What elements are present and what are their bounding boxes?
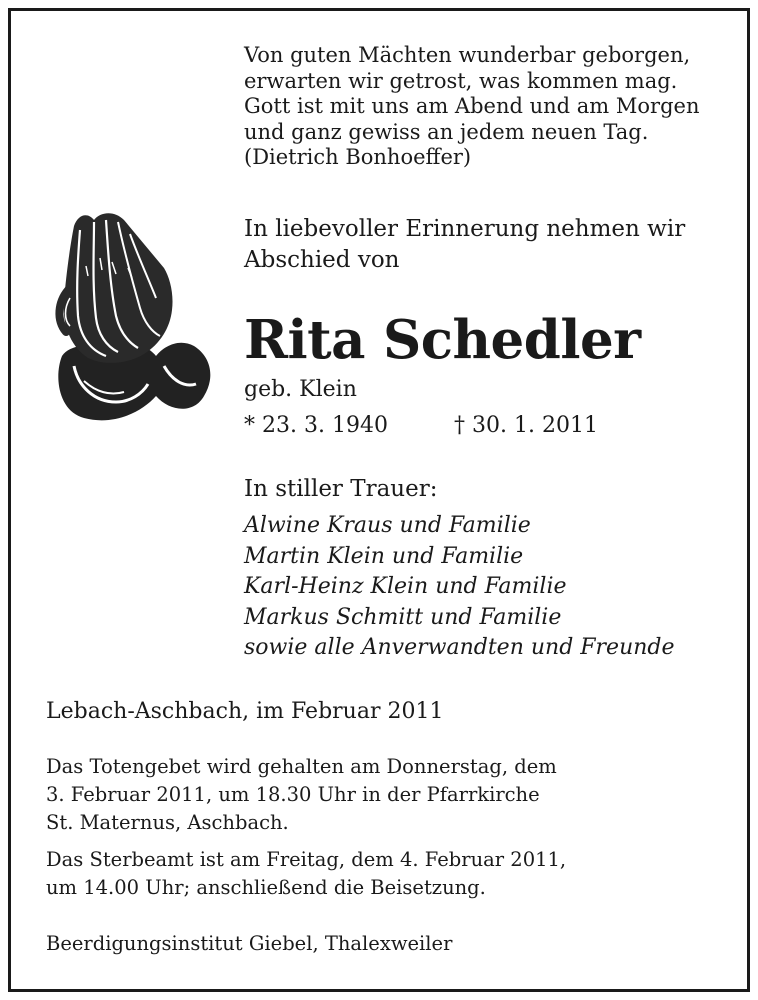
mourners-heading: In stiller Trauer: [244,476,438,502]
maiden-name: geb. Klein [244,377,357,402]
poem-line: und ganz gewiss an jedem neuen Tag. [244,119,649,144]
mourner-entry: Alwine Kraus und Familie [244,513,531,538]
service-line: Das Sterbeamt ist am Freitag, dem 4. Februar 2011, [46,848,567,871]
intro-line: In liebevoller Erinnerung nehmen wir [244,216,686,242]
prayer-service-info [46,753,557,837]
undertaker: Beerdigungsinstitut Giebel, Thalexweiler [46,932,453,955]
service-line: um 14.00 Uhr; anschließend die Beisetzung. [46,876,486,899]
mourner-entry: Martin Klein und Familie [244,543,524,569]
obituary-notice [8,8,750,992]
intro-line: Abschied von [244,247,400,273]
poem-line: Gott ist mit uns am Abend und am Morgen [244,94,700,119]
poem-line: Von guten Mächten wunderbar geborgen, [244,43,691,67]
mourner-entry: sowie alle Anverwandten und Freunde [244,635,675,660]
service-line: Das Totengebet wird gehalten am Donnerstag, dem [46,755,557,778]
birth-date: * 23. 3. 1940 [244,413,388,438]
mourners-list [244,511,675,664]
funeral-mass-info [46,846,566,902]
place-date: Lebach-Aschbach, im Februar 2011 [46,699,444,724]
poem-author: (Dietrich Bonhoeffer) [244,145,472,170]
service-line: St. Maternus, Aschbach. [46,811,289,834]
mourner-entry: Karl-Heinz Klein und Familie [244,574,567,599]
bonhoeffer-poem [244,43,699,171]
service-line: 3. Februar 2011, um 18.30 Uhr in der Pfarrkirche [46,783,540,806]
farewell-intro [244,214,685,276]
death-date: † 30. 1. 2011 [454,413,598,438]
mourner-entry: Markus Schmitt und Familie [244,604,562,630]
praying-hands-icon [44,206,214,426]
deceased-name: Rita Schedler [244,309,641,371]
poem-line: erwarten wir getrost, was kommen mag. [244,68,678,93]
